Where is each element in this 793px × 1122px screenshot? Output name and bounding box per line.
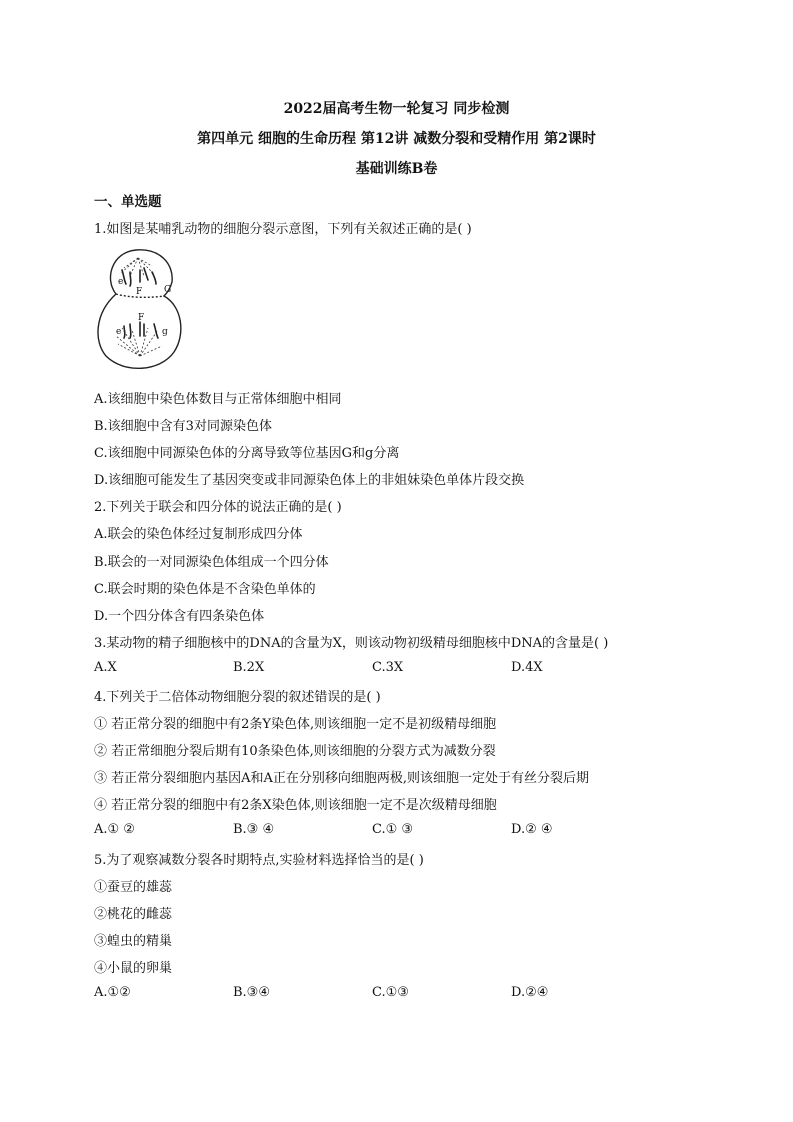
question-1-option-c: C.该细胞中同源染色体的分离导致等位基因G和g分离 xyxy=(94,446,400,461)
question-4-stem: 4.下列关于二倍体动物细胞分裂的叙述错误的是( ) xyxy=(94,690,381,705)
question-4-statement-3: ③ 若正常分裂细胞内基因A和A正在分别移向细胞两极,则该细胞一定处于有丝分裂后期 xyxy=(94,771,590,786)
document-subtitle-2: 基础训练B卷 xyxy=(355,161,438,177)
question-5-statement-3: ③蝗虫的精巢 xyxy=(94,934,173,949)
question-5-stem: 5.为了观察减数分裂各时期特点,实验材料选择恰当的是( ) xyxy=(94,853,424,868)
question-5-statement-2: ②桃花的雌蕊 xyxy=(94,907,173,922)
question-5-statement-1: ①蚕豆的雄蕊 xyxy=(94,880,173,895)
question-1-option-d: D.该细胞可能发生了基因突变或非同源染色体上的非姐妹染色单体片段交换 xyxy=(94,473,525,488)
question-4-option-a: A.① ② xyxy=(94,822,135,837)
cell-division-diagram xyxy=(94,244,184,374)
question-4-option-c: C.① ③ xyxy=(372,822,414,837)
section-heading: 一、单选题 xyxy=(94,194,162,210)
label-e-top: e xyxy=(118,277,124,287)
label-F-top: F xyxy=(136,287,143,297)
label-F-bottom: F xyxy=(138,313,145,323)
question-3-option-c: C.3X xyxy=(372,660,404,675)
question-2-option-a: A.联会的染色体经过复制形成四分体 xyxy=(94,527,303,542)
question-3-option-d: D.4X xyxy=(511,660,543,675)
question-5-statement-4: ④小鼠的卵巢 xyxy=(94,961,173,976)
label-G: G xyxy=(164,285,172,295)
question-1-option-b: B.该细胞中含有3对同源染色体 xyxy=(94,419,272,434)
question-1-option-a: A.该细胞中染色体数目与正常体细胞中相同 xyxy=(94,392,342,407)
question-3-option-b: B.2X xyxy=(233,660,265,675)
question-5-option-b: B.③④ xyxy=(233,985,270,1000)
question-5-option-c: C.①③ xyxy=(372,985,409,1000)
question-3-stem: 3.某动物的精子细胞核中的DNA的含量为X，则该动物初级精母细胞核中DNA的含量是( ) xyxy=(94,636,609,651)
question-5-option-d: D.②④ xyxy=(511,985,549,1000)
question-2-stem: 2.下列关于联会和四分体的说法正确的是( ) xyxy=(94,500,342,515)
question-2-option-d: D.一个四分体含有四条染色体 xyxy=(94,609,265,624)
document-title: 2022届高考生物一轮复习 同步检测 xyxy=(283,101,510,117)
document-subtitle: 第四单元 细胞的生命历程 第12讲 减数分裂和受精作用 第2课时 xyxy=(197,131,596,147)
question-4-statement-1: ① 若正常分裂的细胞中有2条Y染色体,则该细胞一定不是初级精母细胞 xyxy=(94,717,497,732)
question-4-statement-2: ② 若正常细胞分裂后期有10条染色体,则该细胞的分裂方式为减数分裂 xyxy=(94,744,496,759)
cell-division-figure xyxy=(94,244,184,374)
label-e-bottom: e xyxy=(116,327,122,337)
question-4-option-d: D.② ④ xyxy=(511,822,553,837)
question-2-option-b: B.联会的一对同源染色体组成一个四分体 xyxy=(94,555,329,570)
question-2-option-c: C.联会时期的染色体是不含染色单体的 xyxy=(94,582,316,597)
label-g: g xyxy=(162,327,168,337)
question-1-stem: 1.如图是某哺乳动物的细胞分裂示意图，下列有关叙述正确的是( ) xyxy=(94,222,472,237)
question-5-option-a: A.①② xyxy=(94,985,131,1000)
question-4-option-b: B.③ ④ xyxy=(233,822,275,837)
question-4-statement-4: ④ 若正常分裂的细胞中有2条X染色体,则该细胞一定不是次级精母细胞 xyxy=(94,798,497,813)
question-3-option-a: A.X xyxy=(94,660,117,675)
